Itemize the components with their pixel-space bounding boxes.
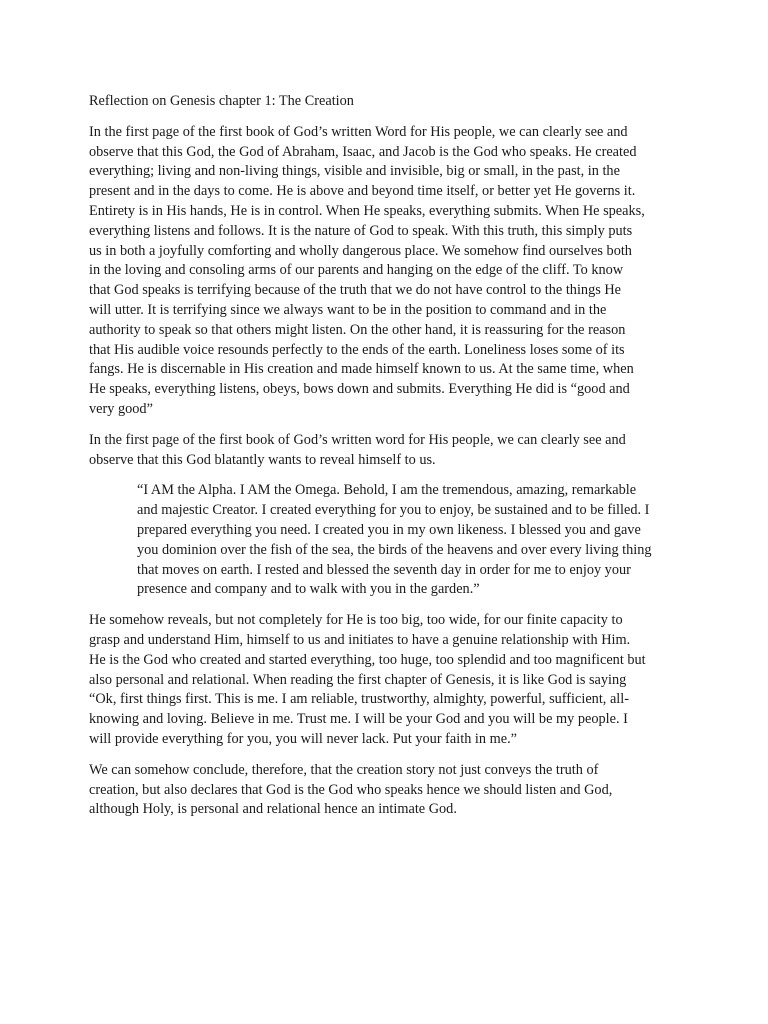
text-line: that God speaks is terrifying because of the truth that we do not have control to the things He [89, 282, 622, 299]
text-line: fangs. He is discernable in His creation and made himself known to us. At the same time, when [89, 361, 634, 378]
text-line: observe that this God, the God of Abraham, Isaac, and Jacob is the God who speaks. He created [89, 143, 637, 160]
document-title: Reflection on Genesis chapter 1: The Creation [89, 93, 354, 109]
text-line: everything listens and follows. It is the nature of God to speak. With this truth, this simply puts [89, 222, 633, 239]
text-line: us in both a joyfully comforting and wholly dangerous place. We somehow find ourselves both [89, 242, 632, 259]
text-line: In the first page of the first book of God’s written word for His people, we can clearly see and [89, 431, 626, 448]
paragraph-4 [89, 761, 685, 820]
text-line: present and in the days to come. He is above and beyond time itself, or better yet He governs it. [89, 183, 636, 200]
text-line: very good” [89, 400, 153, 417]
text-line: He somehow reveals, but not completely for He is too big, too wide, for our finite capacity to [89, 612, 623, 629]
quote-line: “I AM the Alpha. I AM the Omega. Behold, I am the tremendous, amazing, remarkable [137, 482, 637, 499]
text-line: that His audible voice resounds perfectly to the ends of the earth. Loneliness loses some of its [89, 341, 625, 358]
text-line: Entirety is in His hands, He is in control. When He speaks, everything submits. When He speaks, [89, 202, 645, 219]
text-line: knowing and loving. Believe in me. Trust me. I will be your God and you will be my people. I [89, 711, 628, 728]
text-line: although Holy, is personal and relational hence an intimate God. [89, 801, 457, 818]
quote-line: prepared everything you need. I created you in my own likeness. I blessed you and gave [137, 521, 641, 538]
text-line: grasp and understand Him, himself to us and initiates to have a genuine relationship with Him. [89, 631, 631, 648]
paragraph-3 [89, 611, 685, 750]
block-quote [89, 481, 685, 600]
text-line: also personal and relational. When reading the first chapter of Genesis, it is like God is saying [89, 671, 627, 688]
text-line: will provide everything for you, you will never lack. Put your faith in me.” [89, 730, 518, 747]
text-line: everything; living and non-living things, visible and invisible, big or small, in the past, in the [89, 163, 620, 180]
text-line: In the first page of the first book of God’s written Word for His people, we can clearly see and [89, 123, 628, 140]
text-line: authority to speak so that others might listen. On the other hand, it is reassuring for the reason [89, 321, 626, 338]
quote-line: you dominion over the fish of the sea, the birds of the heavens and over every living thing [137, 541, 652, 558]
text-line: will utter. It is terrifying since we always want to be in the position to command and in the [89, 301, 607, 318]
text-line: observe that this God blatantly wants to reveal himself to us. [89, 451, 436, 468]
text-line: He is the God who created and started everything, too huge, too splendid and too magnificent but [89, 651, 646, 668]
paragraph-2 [89, 431, 685, 471]
text-line: We can somehow conclude, therefore, that the creation story not just conveys the truth of [89, 761, 599, 778]
quote-line: presence and company and to walk with you in the garden.” [137, 581, 480, 598]
document-body [89, 92, 685, 831]
paragraph-1 [89, 123, 685, 420]
quote-line: that moves on earth. I rested and blessed the seventh day in order for me to enjoy your [137, 561, 631, 578]
text-line: creation, but also declares that God is the God who speaks hence we should listen and God, [89, 781, 613, 798]
text-line: in the loving and consoling arms of our parents and hanging on the edge of the cliff. To know [89, 262, 624, 279]
text-line: “Ok, first things first. This is me. I am reliable, trustworthy, almighty, powerful, sufficient, all- [89, 691, 630, 708]
text-line: He speaks, everything listens, obeys, bows down and submits. Everything He did is “good and [89, 381, 630, 398]
quote-line: and majestic Creator. I created everything for you to enjoy, be sustained and to be filled. I [137, 502, 650, 519]
